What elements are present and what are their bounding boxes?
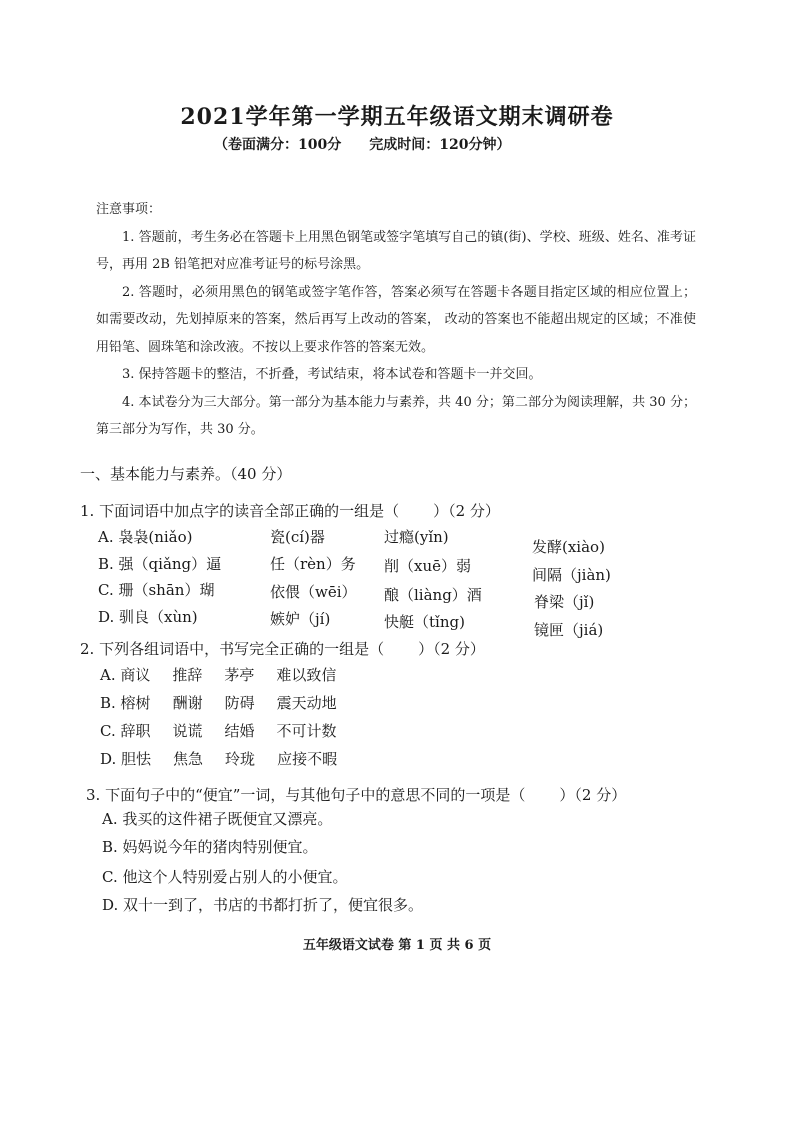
q3-option-a: A. 我买的这件裙子既便宜又漂亮。 <box>102 810 333 828</box>
q1-a-2: 瓷(cí)器 <box>270 528 325 546</box>
question-1-score: ）（2 分） <box>433 502 500 520</box>
q1-d-4: 镜匣（jiá) <box>534 621 604 639</box>
section-1-title: 一、基本能力与素养。（40 分） <box>80 465 292 483</box>
q1-a-1: A. 袅袅(niǎo) <box>98 528 193 546</box>
q1-c-3: 酿（liàng）酒 <box>384 586 482 604</box>
notice-item: 1. 答题前，考生务必在答题卡上用黑色钢笔或签字笔填写自己的镇(街)、学校、班级、姓名、准考证号，再用 2B 铅笔把对应准考证号的标号涂黑。 <box>96 229 696 272</box>
q2-option-d: D. 胆怯 焦急 玲珑 应接不暇 <box>100 750 338 768</box>
q1-b-1: B. 强（qiǎng）逼 <box>98 555 222 573</box>
q1-c-4: 脊梁（jǐ) <box>534 593 595 611</box>
q3-option-c: C. 他这个人特别爱占别人的小便宜。 <box>102 868 348 886</box>
q1-b-2: 任（rèn）务 <box>270 555 356 573</box>
q3-option-b: B. 妈妈说今年的猪肉特别便宜。 <box>102 838 318 856</box>
question-3-stem <box>86 784 626 805</box>
q2-option-a: A. 商议 推辞 茅亭 难以致信 <box>100 666 337 684</box>
question-2-score: ）（2 分） <box>418 640 485 658</box>
question-3-text: 3. 下面句子中的“便宜”一词，与其他句子中的意思不同的一项是（ <box>86 786 526 804</box>
q1-a-4: 发酵(xiào) <box>532 538 605 556</box>
exam-subtitle <box>214 134 510 154</box>
notice-item: 4. 本试卷分为三大部分。第一部分为基本能力与素养，共 40 分；第二部分为阅读理解，共 30 分；第三部分为写作，共 30 分。 <box>96 394 696 437</box>
q2-option-b: B. 榕树 酬谢 防碍 震天动地 <box>100 694 337 712</box>
q3-option-d: D. 双十一到了，书店的书都打折了，便宜很多。 <box>102 896 424 914</box>
notice-item: 2. 答题时，必须用黑色的钢笔或签字笔作答，答案必须写在答题卡各题目指定区域的相应位置上；如需要改动，先划掉原来的答案，然后再写上改动的答案， 改动的答案也不能超出规定的区域；不准使用铅笔、圆珠笔和涂改液。不按以上要求作答的答案无效。 <box>96 284 696 355</box>
q1-c-2: 依偎（wēi） <box>270 583 357 601</box>
q2-option-c: C. 辞职 说谎 结婚 不可计数 <box>100 722 337 740</box>
q1-d-3: 快艇（tǐng) <box>384 613 465 631</box>
q1-c-1: C. 珊（shān）瑚 <box>98 581 215 599</box>
q1-a-3: 过瘾(yǐn) <box>384 528 449 546</box>
q1-b-3: 削（xuē）弱 <box>384 557 471 575</box>
exam-time: 完成时间：120分钟） <box>369 137 511 153</box>
notice-item: 3. 保持答题卡的整洁，不折叠，考试结束，将本试卷和答题卡一并交回。 <box>122 367 542 382</box>
question-1-stem <box>80 500 500 521</box>
page-footer: 五年级语文试卷 第 1 页 共 6 页 <box>302 938 492 953</box>
exam-title: 2021学年第一学期五年级语文期末调研卷 <box>180 104 614 130</box>
question-2-stem <box>80 638 485 659</box>
question-1-text: 1. 下面词语中加点字的读音全部正确的一组是（ <box>80 502 400 520</box>
q1-b-4: 间隔（jiàn) <box>532 566 611 584</box>
full-score: （卷面满分：100分 <box>214 137 342 153</box>
question-3-score: ）（2 分） <box>559 786 627 804</box>
question-2-text: 2. 下列各组词语中，书写完全正确的一组是（ <box>80 640 385 658</box>
q1-d-2: 嫉妒（jí) <box>270 610 331 628</box>
q1-d-1: D. 驯良（xùn) <box>98 608 198 626</box>
notice-heading: 注意事项： <box>96 202 162 217</box>
notice-block <box>96 196 696 444</box>
